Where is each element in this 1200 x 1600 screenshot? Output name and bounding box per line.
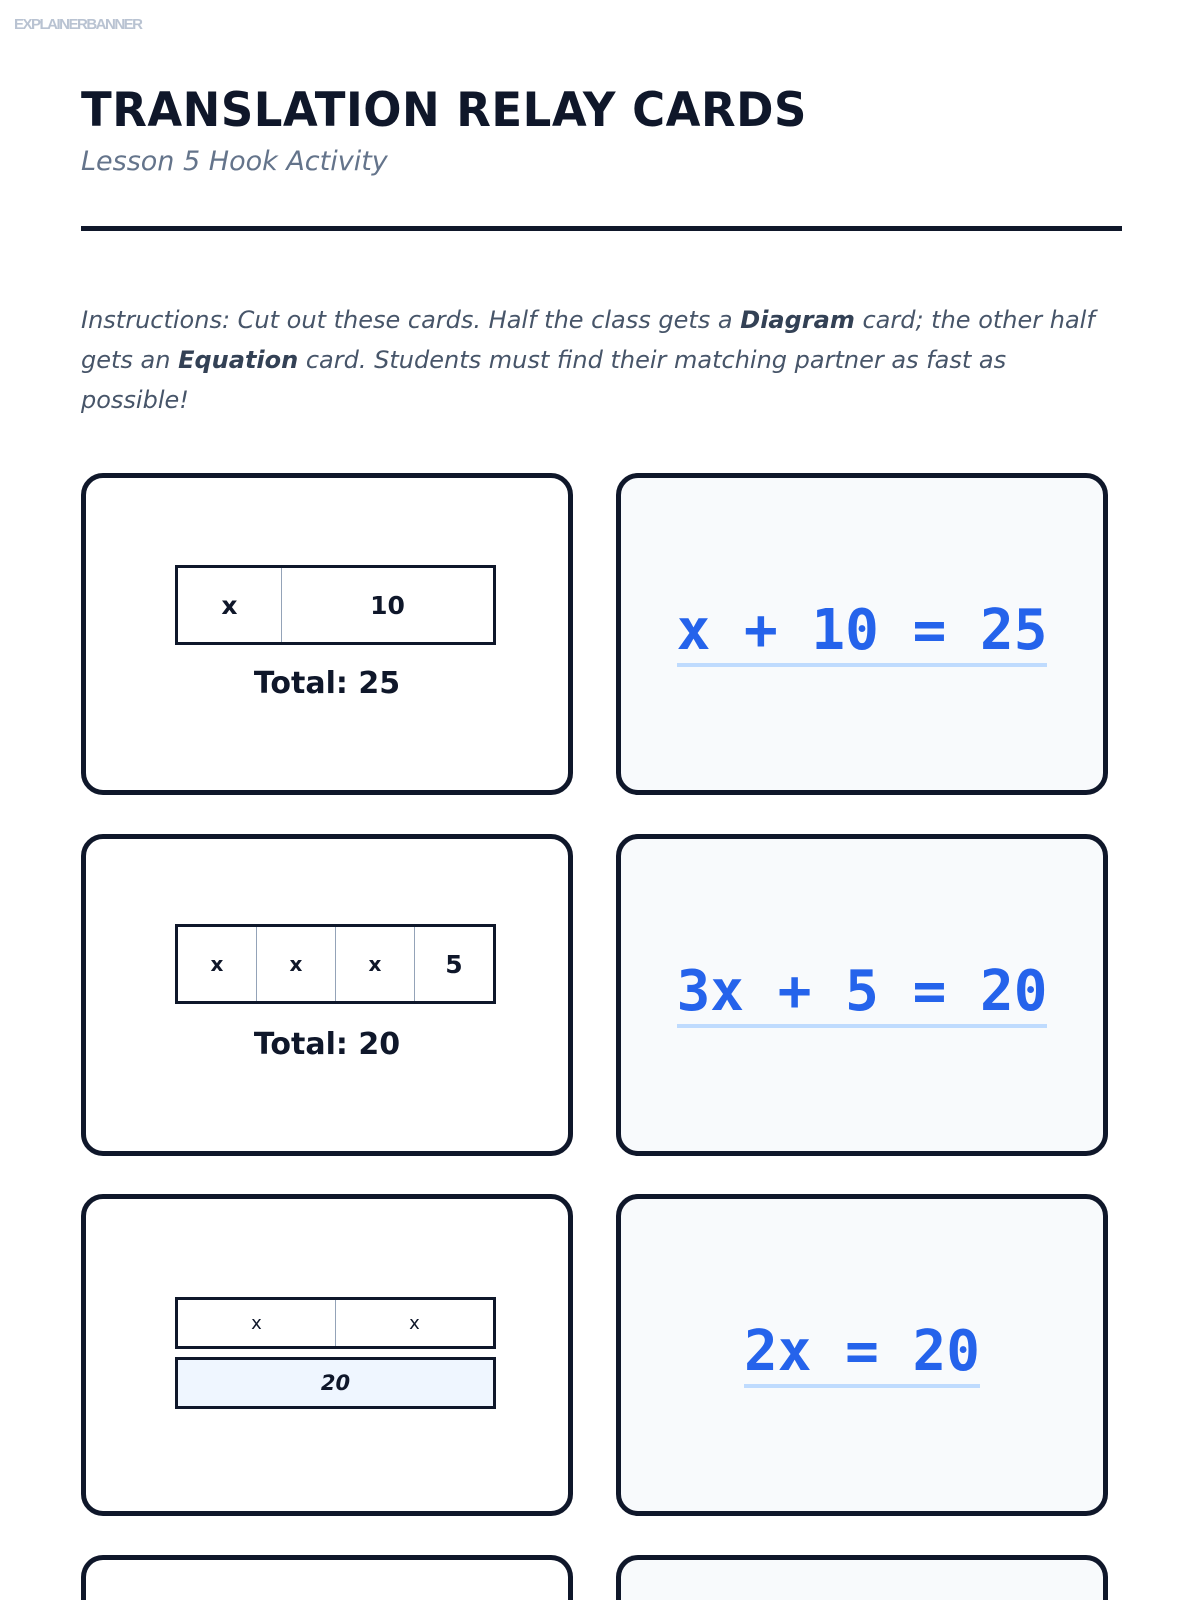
tape-segment: 10 — [370, 590, 405, 620]
diagram-card-2 — [81, 834, 573, 1156]
instructions-part-3: card. Students must find their matching partner as fast as possible! — [81, 346, 1007, 414]
diagram-total-label: Total: 20 — [253, 1027, 401, 1062]
diagram-total-label: Total: 25 — [253, 666, 401, 701]
tape-diagram-3-total: 20 — [175, 1357, 496, 1409]
equation-text — [621, 959, 1103, 1024]
tape-segment: x — [178, 927, 257, 1001]
instructions-diagram-keyword: Diagram — [740, 306, 855, 334]
equation-text — [621, 1319, 1103, 1384]
instructions-part-2: card; the other half gets an — [81, 306, 1095, 374]
instructions-text — [81, 300, 1101, 420]
diagram-card-4 — [81, 1555, 573, 1600]
page-subtitle: Lesson 5 Hook Activity — [81, 146, 388, 177]
page-title: TRANSLATION RELAY CARDS — [81, 82, 807, 138]
equation-card-2 — [616, 834, 1108, 1156]
equation-value: 2x = 20 — [744, 1319, 980, 1388]
equation-value: x + 10 = 25 — [677, 598, 1048, 667]
watermark-logo: EXPLAINERBANNER — [14, 16, 142, 33]
tape-diagram-3-top — [175, 1297, 496, 1349]
instructions-part-1: Instructions: Cut out these cards. Half the class gets a — [81, 306, 741, 334]
equation-card-3 — [616, 1194, 1108, 1516]
equation-card-4 — [616, 1555, 1108, 1600]
tape-segment: x — [336, 927, 415, 1001]
tape-segment: 5 — [445, 949, 463, 979]
tape-diagram-1 — [175, 565, 496, 645]
diagram-card-1 — [81, 473, 573, 795]
equation-value: 3x + 5 = 20 — [677, 959, 1048, 1028]
instructions-equation-keyword: Equation — [178, 346, 299, 374]
tape-segment: x — [178, 1300, 336, 1346]
equation-card-1 — [616, 473, 1108, 795]
tape-diagram-2 — [175, 924, 496, 1004]
diagram-card-3 — [81, 1194, 573, 1516]
tape-segment: x — [257, 927, 336, 1001]
equation-text — [621, 598, 1103, 663]
header-divider — [81, 226, 1122, 231]
tape-segment: x — [178, 568, 282, 642]
tape-segment: x — [409, 1312, 420, 1334]
